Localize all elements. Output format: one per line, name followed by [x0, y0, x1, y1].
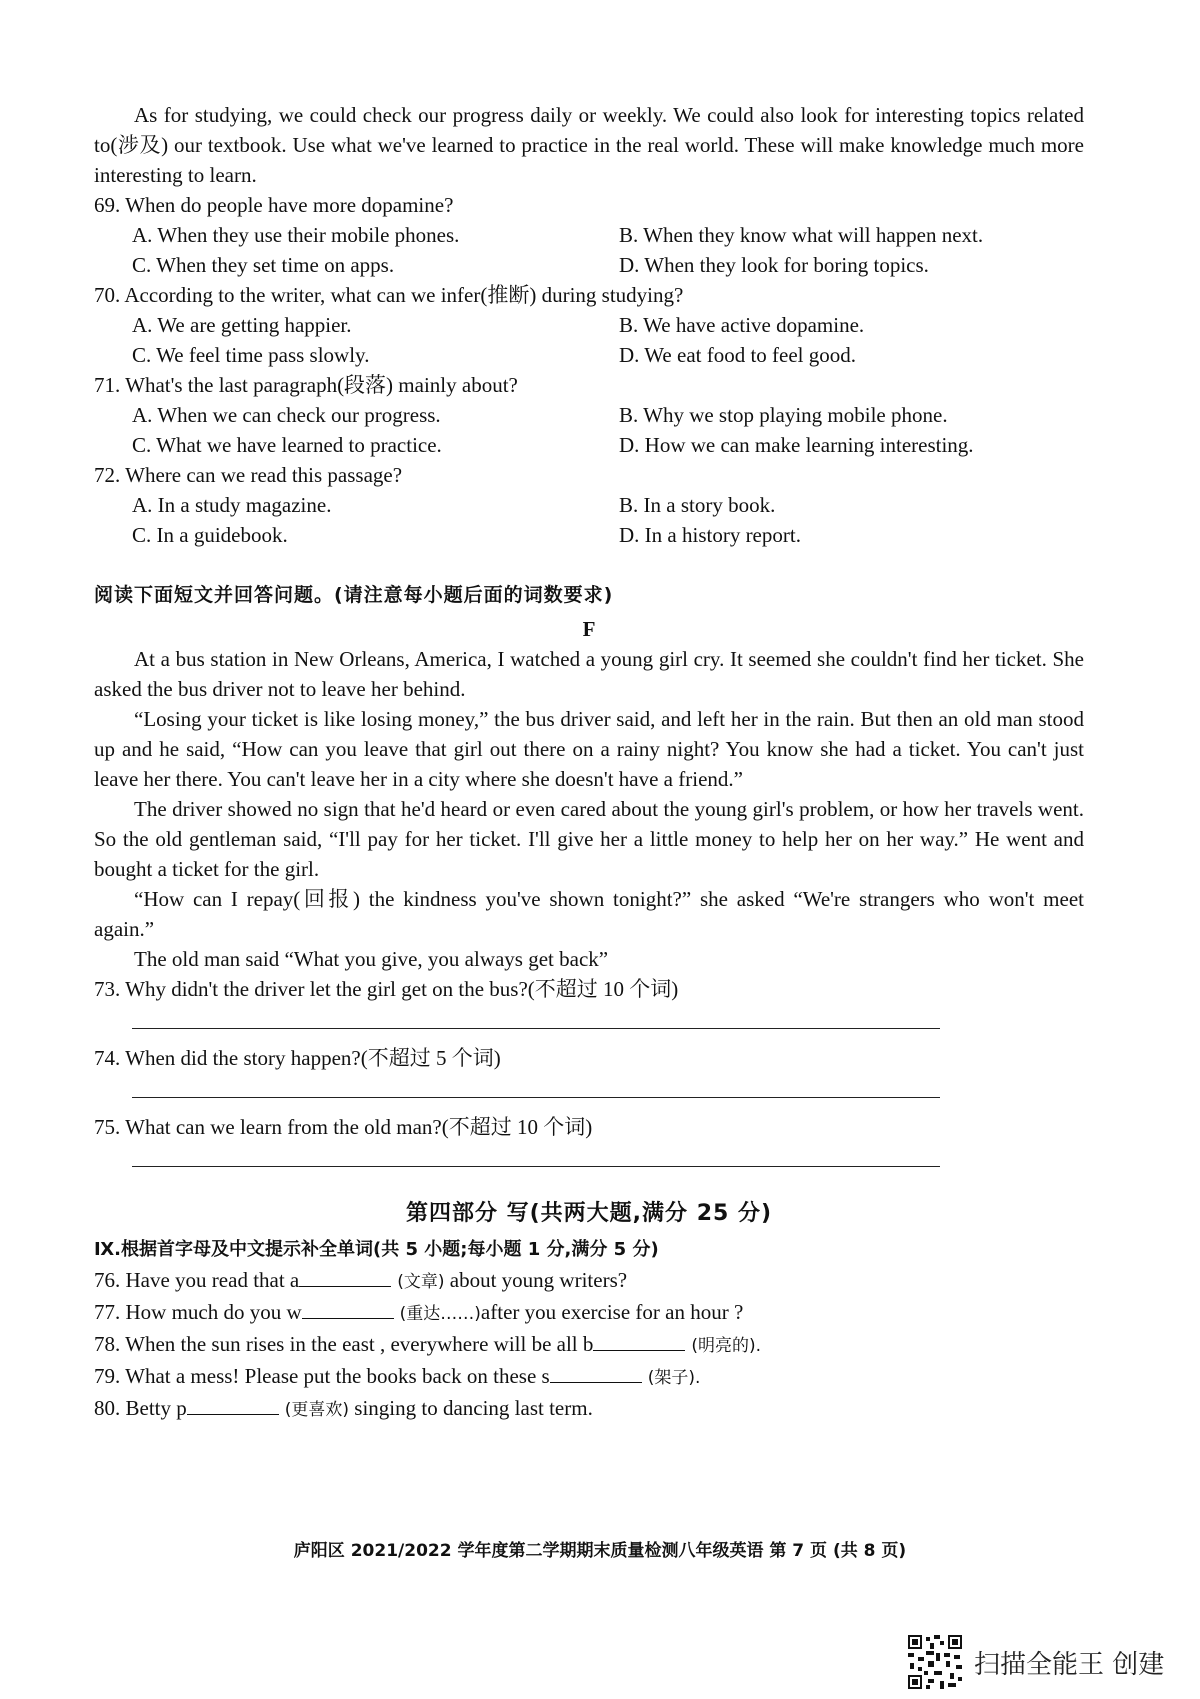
page-content [94, 100, 1084, 1425]
option-a: A. We are getting happier. [132, 313, 352, 337]
intro-paragraph: As for studying, we could check our progress daily or weekly. We could also look for interesting topics related to(涉及) our textbook. Use what we've learned to practice in the real world. These will make knowledge much more interesting to learn. [94, 103, 1084, 187]
options [94, 220, 1084, 280]
question-74 [94, 1043, 1084, 1098]
fill-text: 78. When the sun rises in the east , everywhere will be all b [94, 1332, 594, 1356]
section-ix-title: Ⅸ.根据首字母及中文提示补全单词(共 5 小题;每小题 1 分,满分 5 分) [94, 1239, 659, 1260]
option-d: D. How we can make learning interesting. [619, 433, 974, 457]
passage-paragraph: At a bus station in New Orleans, America, I watched a young girl cry. It seemed she couldn't find her ticket. She asked the bus driver not to leave her behind. [94, 647, 1084, 701]
answer-line[interactable] [132, 1028, 940, 1029]
qr-code-icon [906, 1633, 964, 1691]
passage-paragraph: The driver showed no sign that he'd heard or even cared about the young girl's problem, or how her travels went. So the old gentleman said, “I'll pay for her ticket. I'll give her a little money to help her on her way.” He went and bought a ticket for the girl. [94, 797, 1084, 881]
passage-paragraph: “How can I repay(回报) the kindness you've shown tonight?” she asked “We're strangers who won't meet again.” [94, 887, 1084, 941]
option-d: D. In a history report. [619, 523, 801, 547]
question-75 [94, 1112, 1084, 1167]
question-text: 72. Where can we read this passage? [94, 463, 403, 487]
chinese-hint: (明亮的). [691, 1336, 762, 1356]
question-text: 71. What's the last paragraph(段落) mainly about? [94, 373, 518, 397]
answer-line[interactable] [132, 1166, 940, 1167]
fill-item-77 [94, 1297, 1084, 1329]
option-c: C. What we have learned to practice. [132, 433, 442, 457]
option-b: B. When they know what will happen next. [619, 223, 984, 247]
fill-text: 80. Betty p [94, 1396, 187, 1420]
option-b: B. Why we stop playing mobile phone. [619, 403, 948, 427]
option-c: C. When they set time on apps. [132, 253, 395, 277]
option-a: A. When they use their mobile phones. [132, 223, 460, 247]
question-70 [94, 280, 1084, 370]
option-c: C. In a guidebook. [132, 523, 288, 547]
watermark-text: 扫描全能王 创建 [974, 1649, 1165, 1680]
fill-text: 77. How much do you w [94, 1300, 302, 1324]
reading-instruction: 阅读下面短文并回答问题。(请注意每小题后面的词数要求) [94, 584, 614, 606]
chinese-hint: (文章) [397, 1272, 445, 1292]
answer-blank[interactable] [187, 1396, 279, 1415]
fill-item-79 [94, 1361, 1084, 1393]
fill-item-78 [94, 1329, 1084, 1361]
question-text: 73. Why didn't the driver let the girl get on the bus?(不超过 10 个词) [94, 977, 679, 1001]
question-text: 70. According to the writer, what can we infer(推断) during studying? [94, 283, 684, 307]
part-four-title: 第四部分 写(共两大题,满分 25 分) [405, 1201, 773, 1226]
scanner-watermark [906, 1633, 1164, 1691]
question-text: 74. When did the story happen?(不超过 5 个词) [94, 1046, 501, 1070]
passage-paragraph: “Losing your ticket is like losing money,” the bus driver said, and left her in the rain. But then an old man stood up and he said, “How can you leave that girl out there on a rainy night? You know she had a ticket. You can't just leave her there. You can't leave her in a city where she doesn't have a friend.” [94, 707, 1084, 791]
option-b: B. In a story book. [619, 493, 776, 517]
answer-line[interactable] [132, 1097, 940, 1098]
fill-item-76 [94, 1265, 1084, 1297]
option-c: C. We feel time pass slowly. [132, 343, 370, 367]
answer-blank[interactable] [550, 1364, 642, 1383]
options [94, 400, 1084, 460]
options [94, 310, 1084, 370]
fill-item-80 [94, 1393, 1084, 1425]
option-a: A. In a study magazine. [132, 493, 332, 517]
answer-blank[interactable] [302, 1300, 394, 1319]
fill-text-after: about young writers? [449, 1268, 628, 1292]
option-a: A. When we can check our progress. [132, 403, 441, 427]
fill-text: 76. Have you read that a [94, 1268, 300, 1292]
passage-paragraph: The old man said “What you give, you always get back” [134, 947, 609, 971]
question-69 [94, 190, 1084, 280]
chinese-hint: (更喜欢) [284, 1400, 350, 1420]
question-72 [94, 460, 1084, 550]
fill-text-after: after you exercise for an hour ? [480, 1300, 744, 1324]
page-footer: 庐阳区 2021/2022 学年度第二学期期末质量检测八年级英语 第 7 页 (共 8 页) [293, 1541, 907, 1561]
answer-blank[interactable] [593, 1332, 685, 1351]
option-d: D. We eat food to feel good. [619, 343, 857, 367]
chinese-hint: (重达……) [399, 1304, 481, 1324]
answer-blank[interactable] [299, 1268, 391, 1287]
fill-text: 79. What a mess! Please put the books back on these s [94, 1364, 550, 1388]
option-d: D. When they look for boring topics. [619, 253, 929, 277]
option-b: B. We have active dopamine. [619, 313, 865, 337]
fill-text-after: singing to dancing last term. [354, 1396, 593, 1420]
question-73 [94, 974, 1084, 1029]
question-71 [94, 370, 1084, 460]
section-letter: F [582, 617, 596, 641]
options [94, 490, 1084, 550]
question-text: 75. What can we learn from the old man?(不超过 10 个词) [94, 1115, 593, 1139]
chinese-hint: (架子). [647, 1368, 701, 1388]
question-text: 69. When do people have more dopamine? [94, 193, 454, 217]
